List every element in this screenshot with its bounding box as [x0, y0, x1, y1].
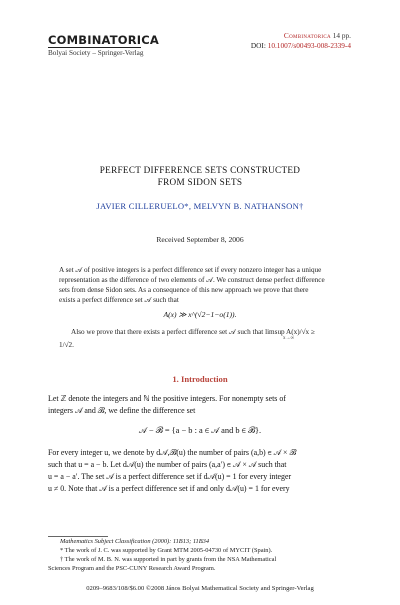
footnote-2: † The work of M. B. N. was supported in part by grants from the NSA Mathematical	[60, 556, 277, 563]
intro-line: integers 𝒜 and ℬ, we define the difference set	[48, 406, 196, 415]
journal-name[interactable]: Combinatorica	[283, 31, 331, 40]
abstract-line: Also we prove that there exists a perfect difference set 𝒜 such that limsup A(x)/√x ≥	[71, 328, 315, 336]
limsup-subscript: x→∞	[283, 336, 295, 341]
journal-logo-title: COMBINATORICA	[48, 33, 160, 47]
copyright-line: 0209–9683/108/$6.00 ©2008 János Bolyai Mathematical Society and Springer-Verlag	[86, 585, 314, 592]
intro-line: u = a − a′. The set 𝒜 is a perfect difference set if d𝒜(u) = 1 for every integer	[48, 472, 292, 481]
paper-title-line-1: PERFECT DIFFERENCE SETS CONSTRUCTED	[99, 165, 301, 175]
section-heading-introduction: 1. Introduction	[172, 374, 228, 384]
journal-pages: 14 pp.	[332, 31, 351, 40]
footnote-rule	[48, 536, 108, 537]
paper-title-line-2: FROM SIDON SETS	[157, 177, 243, 187]
journal-logo-subtitle: Bolyai Society – Springer-Verlag	[48, 49, 144, 57]
doi-label: DOI:	[250, 41, 266, 50]
intro-line: For every integer u, we denote by d𝒜,ℬ(u) the number of pairs (a,b) ∈ 𝒜 × ℬ	[48, 448, 297, 457]
received-date: Received September 8, 2006	[156, 235, 244, 244]
abstract-formula: A(x) ≫ x^(√2−1−o(1)).	[163, 310, 237, 319]
logo-rule	[48, 47, 141, 48]
footnote-msc: Mathematics Subject Classification (2000): 11B13; 11B34	[60, 538, 210, 545]
abstract-line: exists a perfect difference set 𝒜 such that	[59, 296, 179, 304]
footnote-2-cont: Sciences Program and the PSC-CUNY Research Award Program.	[48, 565, 216, 572]
intro-line: u ≠ 0. Note that 𝒜 is a perfect difference set if and only d𝒜(u) = 1 for every	[48, 484, 290, 493]
intro-line: Let ℤ denote the integers and ℕ the positive integers. For nonempty sets of	[48, 394, 286, 403]
abstract-line: sets from dense Sidon sets. As a consequence of this new approach we prove that there	[59, 286, 309, 294]
header-journal-line	[284, 31, 351, 40]
abstract-line: 1/√2.	[59, 341, 74, 349]
paper-authors[interactable]: JAVIER CILLERUELO*, MELVYN B. NATHANSON†	[96, 201, 304, 211]
abstract-line: representation as the difference of two elements of 𝒜. We construct dense perfect difference	[59, 276, 325, 284]
abstract-line: A set 𝒜 of positive integers is a perfect difference set if every nonzero integer has a unique	[59, 266, 322, 274]
intro-line: such that u = a − b. Let d𝒜(u) the number of pairs (a,a′) ∈ 𝒜 × 𝒜 such that	[48, 460, 287, 469]
footnote-1: * The work of J. C. was supported by Grant MTM 2005-04730 of MYCIT (Spain).	[60, 547, 273, 554]
header-doi-line	[251, 41, 351, 50]
doi-link[interactable]: 10.1007/s00493-008-2339-4	[267, 41, 351, 50]
difference-set-formula: 𝒜 − ℬ = {a − b : a ∈ 𝒜 and b ∈ ℬ}.	[138, 426, 262, 435]
